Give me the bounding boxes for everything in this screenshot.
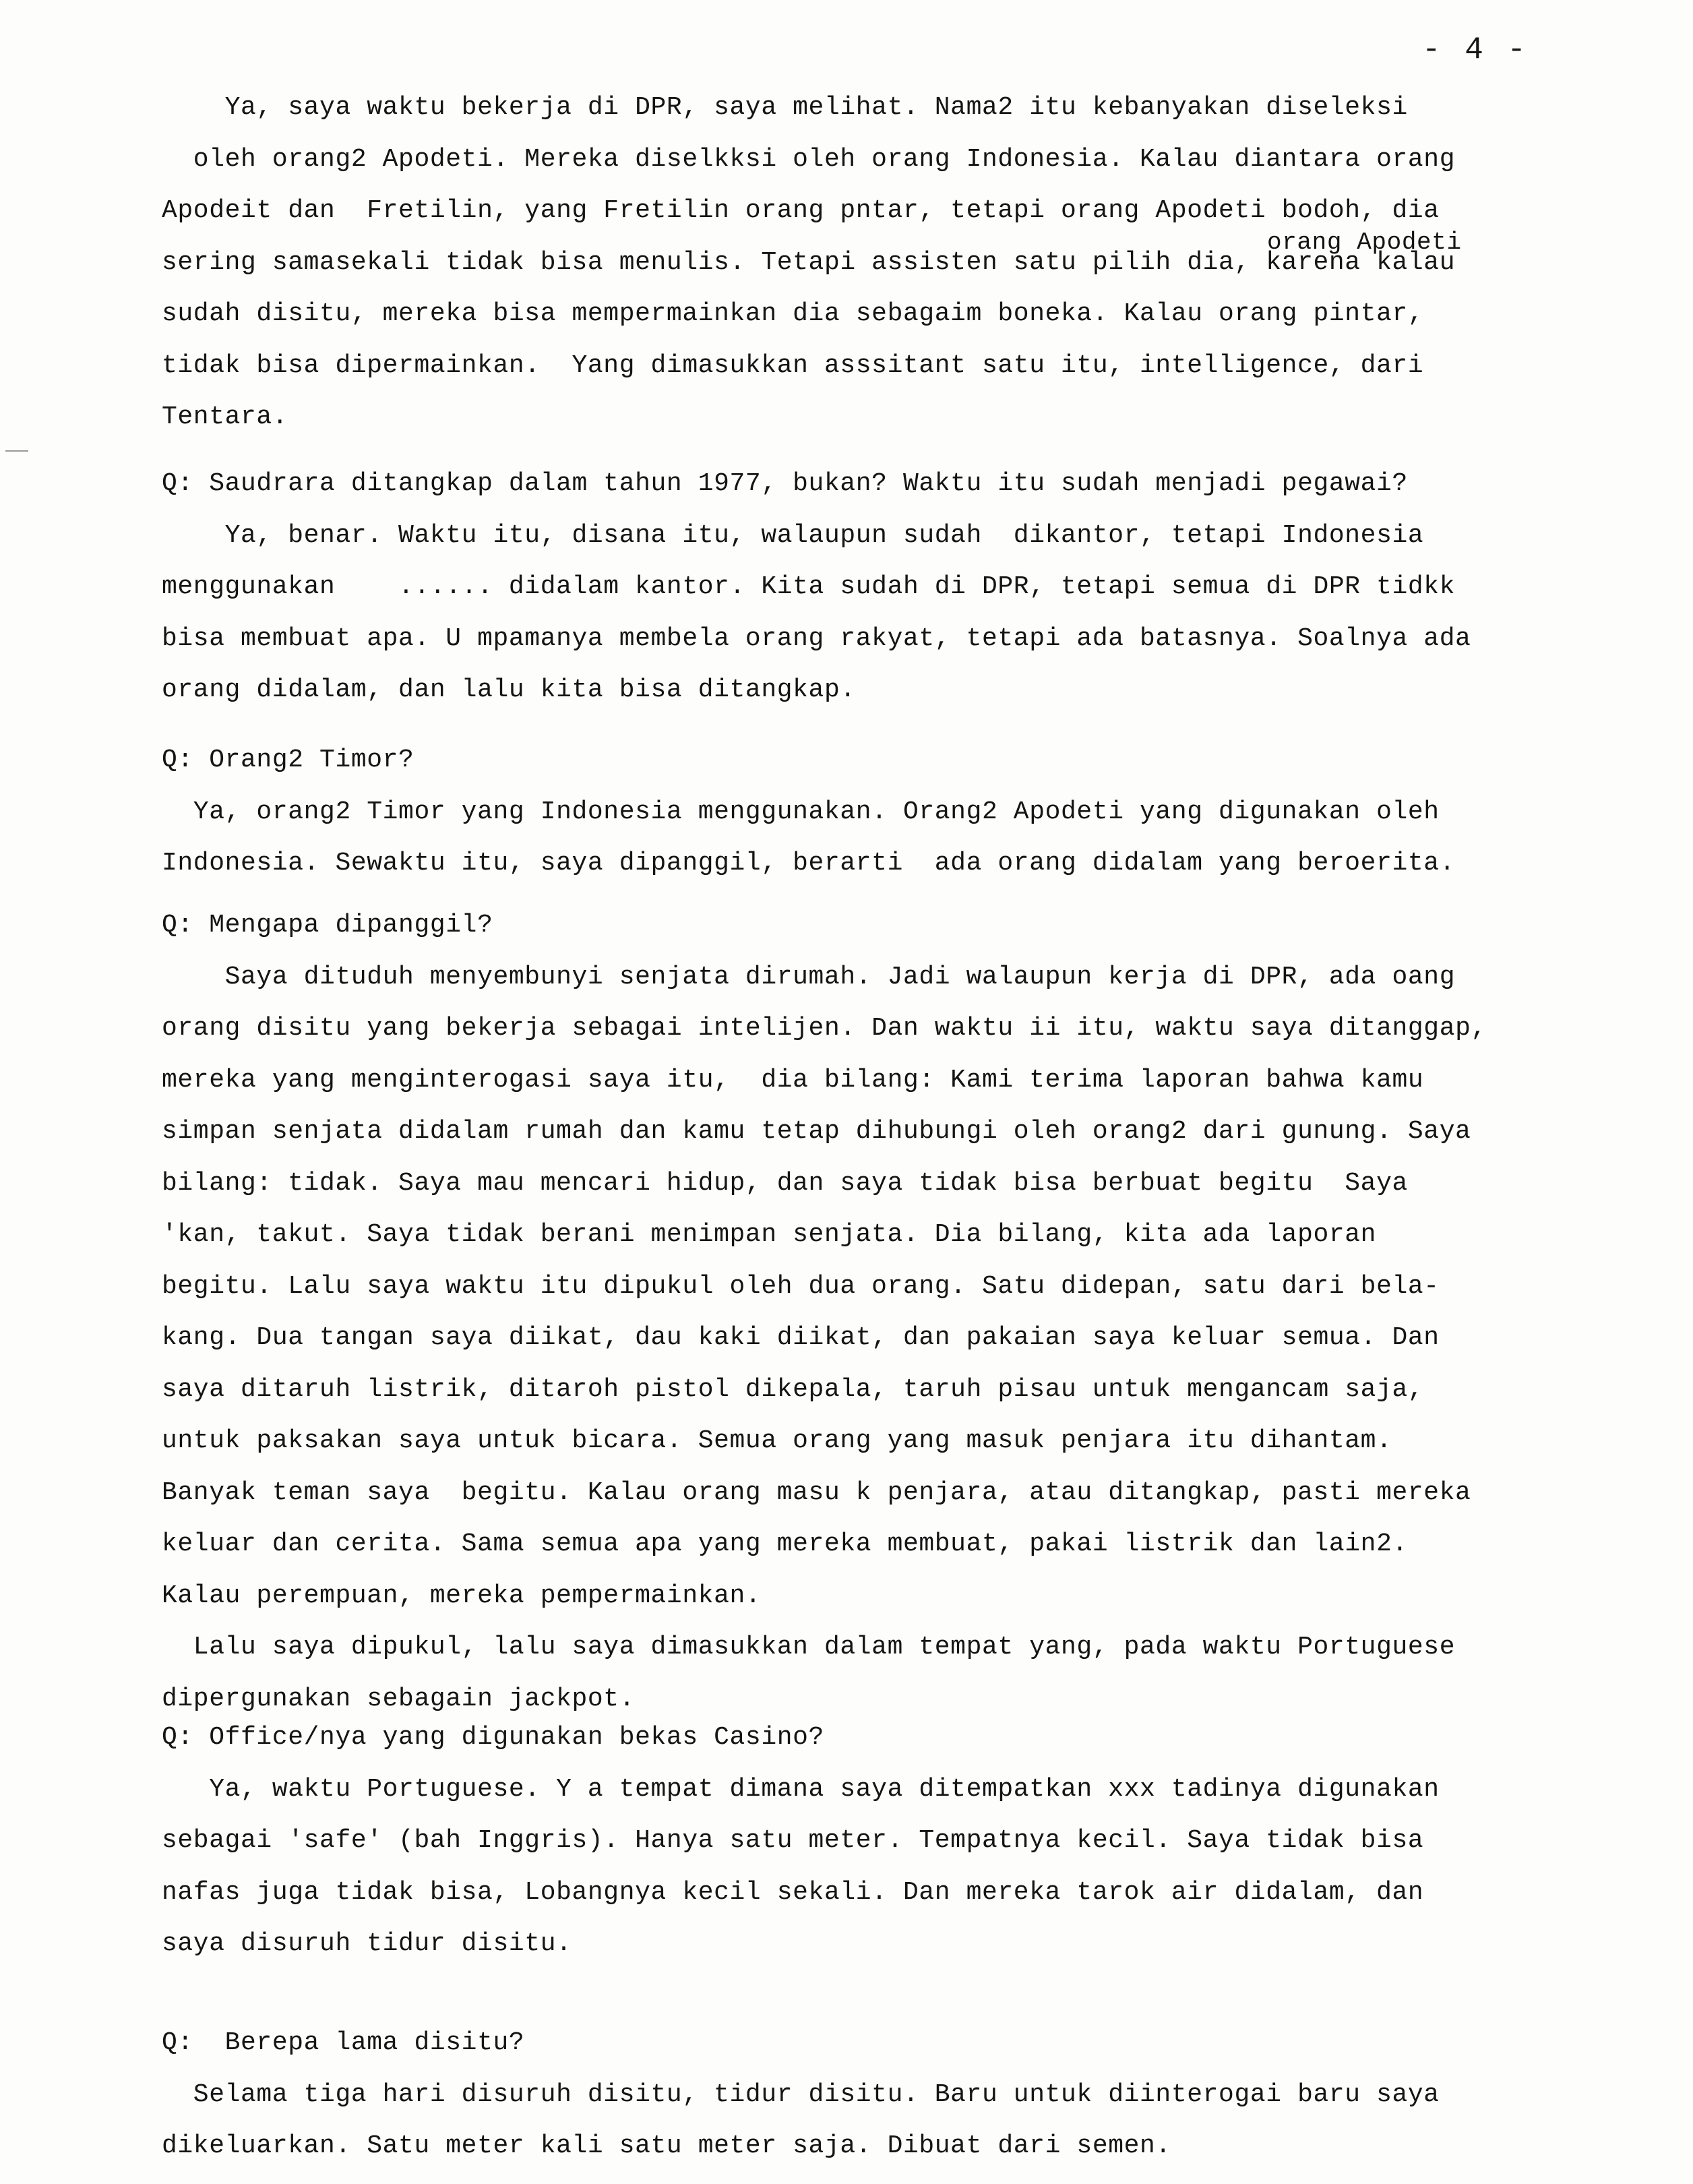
text-line: Lalu saya dipukul, lalu saya dimasukkan dalam tempat yang, pada waktu Portuguese [162, 1633, 1456, 1662]
text-line: saya disuruh tidur disitu. [162, 1929, 572, 1958]
text-line: bilang: tidak. Saya mau mencari hidup, dan saya tidak bisa berbuat begitu Saya [162, 1168, 1408, 1198]
text-line: sering samasekali tidak bisa menulis. Tetapi assisten satu pilih dia, karena kalau [162, 247, 1456, 277]
text-line: sudah disitu, mereka bisa mempermainkan dia sebagaim boneka. Kalau orang pintar, [162, 299, 1424, 328]
text-line: Kalau perempuan, mereka pempermainkan. [162, 1581, 762, 1610]
paragraph-block [162, 2018, 1651, 2173]
text-line: dipergunakan sebagain jackpot. [162, 1684, 636, 1713]
text-line: Tentara. [162, 402, 288, 431]
text-line: orang disitu yang bekerja sebagai intelijen. Dan waktu ii itu, waktu saya ditanggap, [162, 1014, 1487, 1043]
text-line: Ya, saya waktu bekerja di DPR, saya melihat. Nama2 itu kebanyakan diseleksi [162, 93, 1408, 122]
text-line: Q: Saudrara ditangkap dalam tahun 1977, bukan? Waktu itu sudah menjadi pegawai? [162, 469, 1408, 498]
text-line: Banyak teman saya begitu. Kalau orang masu k penjara, atau ditangkap, pasti mereka [162, 1478, 1471, 1507]
text-line: dikeluarkan. Satu meter kali satu meter saja. Dibuat dari semen. [162, 2131, 1171, 2160]
text-line: Q: Mengapa dipanggil? [162, 911, 493, 940]
text-line: nafas juga tidak bisa, Lobangnya kecil sekali. Dan mereka tarok air didalam, dan [162, 1877, 1424, 1907]
page-number: - 4 - [1422, 32, 1529, 67]
paragraph-block [162, 900, 1651, 1725]
text-line: kang. Dua tangan saya diikat, dau kaki diikat, dan pakaian saya keluar semua. Dan [162, 1323, 1440, 1352]
text-line: Ya, orang2 Timor yang Indonesia menggunakan. Orang2 Apodeti yang digunakan oleh [162, 797, 1440, 826]
text-line: Q: Orang2 Timor? [162, 746, 414, 775]
text-line: Apodeit dan Fretilin, yang Fretilin orang pntar, tetapi orang Apodeti bodoh, dia [162, 196, 1440, 225]
text-line: sebagai 'safe' (bah Inggris). Hanya satu meter. Tempatnya kecil. Saya tidak bisa [162, 1826, 1424, 1855]
text-line: begitu. Lalu saya waktu itu dipukul oleh dua orang. Satu didepan, satu dari bela- [162, 1271, 1440, 1301]
handwritten-insertion: orang Apodeti [1267, 229, 1462, 256]
text-line: mereka yang menginterogasi saya itu, dia bilang: Kami terima laporan bahwa kamu [162, 1065, 1424, 1095]
text-line: tidak bisa dipermainkan. Yang dimasukkan asssitant satu itu, intelligence, dari [162, 351, 1424, 380]
text-line: Q: Berepa lama disitu? [162, 2028, 525, 2057]
text-line: untuk paksakan saya untuk bicara. Semua orang yang masuk penjara itu dihantam. [162, 1426, 1392, 1455]
text-line: Indonesia. Sewaktu itu, saya dipanggil, berarti ada orang didalam yang beroerita. [162, 849, 1456, 878]
text-line: keluar dan cerita. Sama semua apa yang mereka membuat, pakai listrik dan lain2. [162, 1529, 1408, 1558]
paragraph-block [162, 735, 1651, 890]
text-line: orang didalam, dan lalu kita bisa ditangkap. [162, 675, 856, 704]
text-line: Q: Office/nya yang digunakan bekas Casino? [162, 1723, 824, 1752]
text-line: bisa membuat apa. U mpamanya membela orang rakyat, tetapi ada batasnya. Soalnya ada [162, 624, 1471, 653]
text-line: Ya, benar. Waktu itu, disana itu, walaupun sudah dikantor, tetapi Indonesia [162, 520, 1424, 550]
text-line: menggunakan ...... didalam kantor. Kita sudah di DPR, tetapi semua di DPR tidkk [162, 572, 1456, 601]
text-line: simpan senjata didalam rumah dan kamu tetap dihubungi oleh orang2 dari gunung. Saya [162, 1117, 1471, 1146]
paragraph-block [162, 458, 1651, 717]
text-line: Selama tiga hari disuruh disitu, tidur disitu. Baru untuk diinterogai baru saya [162, 2080, 1440, 2109]
text-line: Ya, waktu Portuguese. Y a tempat dimana saya ditempatkan xxx tadinya digunakan [162, 1774, 1440, 1804]
paragraph-block [162, 1712, 1651, 1970]
text-line: oleh orang2 Apodeti. Mereka diselkksi oleh orang Indonesia. Kalau diantara orang [162, 144, 1456, 174]
text-line: saya ditaruh listrik, ditaroh pistol dikepala, taruh pisau untuk mengancam saja, [162, 1374, 1424, 1404]
text-line: 'kan, takut. Saya tidak berani menimpan senjata. Dia bilang, kita ada laporan [162, 1220, 1377, 1249]
text-line: Saya dituduh menyembunyi senjata dirumah. Jadi walaupun kerja di DPR, ada oang [162, 962, 1456, 992]
paragraph-block [162, 82, 1651, 444]
margin-mark [5, 450, 28, 452]
